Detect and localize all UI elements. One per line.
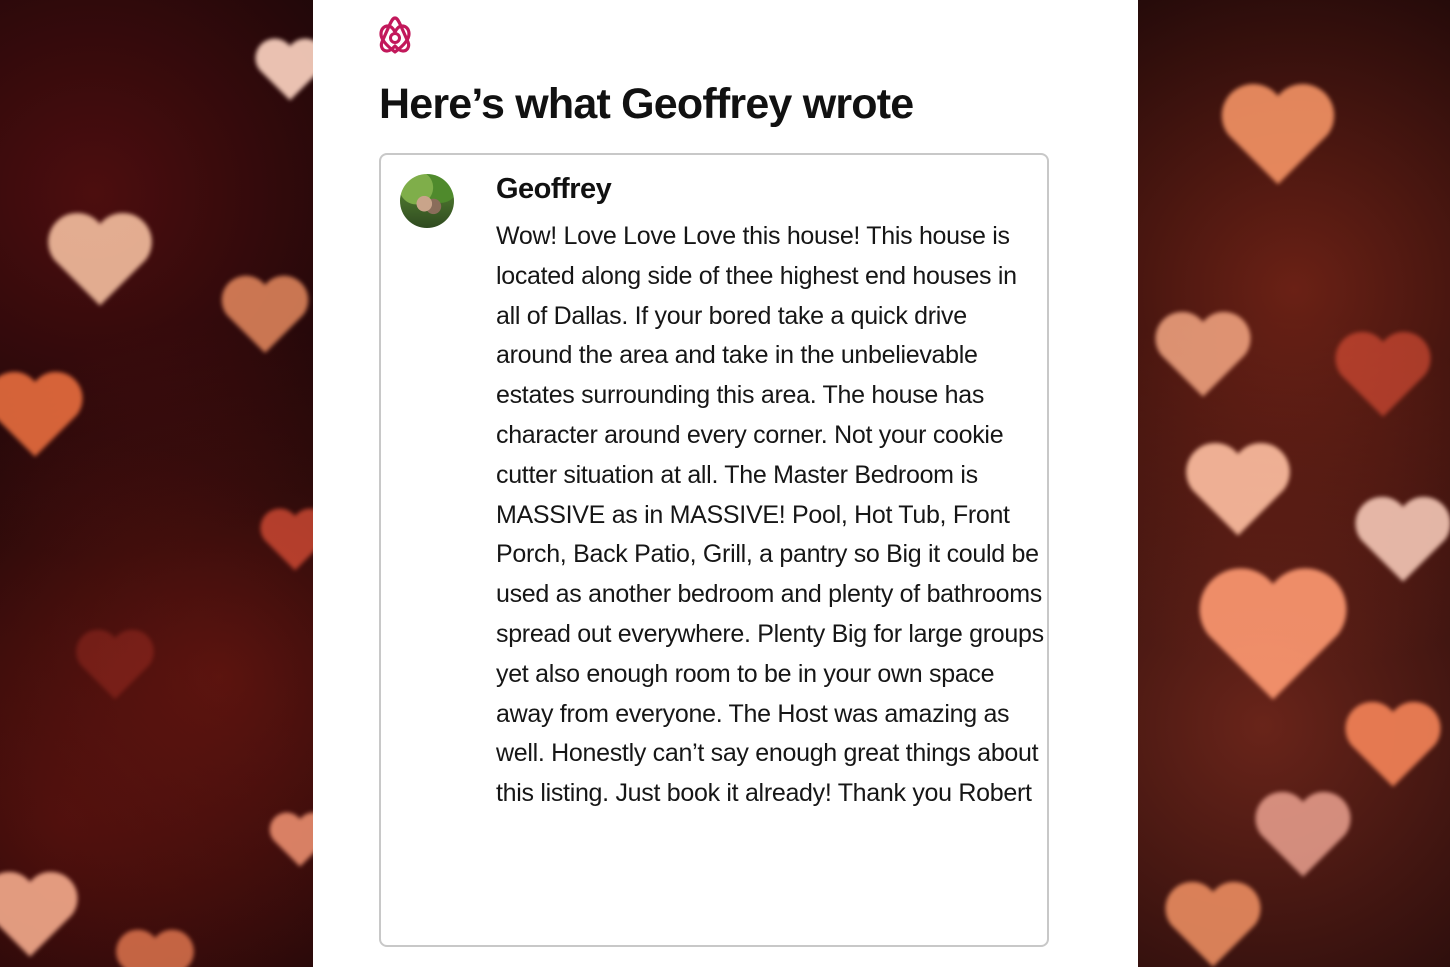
avatar[interactable] (400, 174, 454, 228)
background-hearts-right (1138, 0, 1450, 967)
heart-icon (1348, 480, 1450, 600)
review-box (379, 153, 1049, 947)
heart-icon (0, 860, 85, 967)
heart-icon (0, 360, 90, 470)
heart-icon (110, 920, 200, 967)
review-text: Wow! Love Love Love this house! This house is located along side of thee highest end houses in all of Dallas. If your bored take a quick drive around the area and take in the unbelievable estates surrounding this area. The house has character around every corner. Not your cookie cutter situation at all. The Master Bedroom is MASSIVE as in MASSIVE! Pool, Hot Tub, Front Porch, Back Patio, Grill, a pantry so Big it could be used as another bedroom and plenty of bathrooms spread out everywhere. Plenty Big for large groups yet also enough room to be in your own space away from everyone. The Host was amazing as well. Honestly can’t say enough great things about this listing. Just book it already! Thank you Robert (496, 222, 1044, 808)
heart-icon (255, 480, 313, 600)
heart-icon (1158, 870, 1268, 967)
heart-icon (265, 790, 313, 890)
heart-icon (1188, 550, 1358, 720)
reviewer-name[interactable]: Geoffrey (496, 173, 612, 205)
heart-icon (40, 200, 160, 320)
heart-icon (1148, 300, 1258, 410)
heart-icon (250, 10, 313, 130)
background-hearts-left (0, 0, 313, 967)
heart-icon (215, 265, 313, 365)
review-notification-card (313, 0, 1138, 967)
heart-icon (1213, 70, 1343, 200)
page-title: Here’s what Geoffrey wrote (379, 80, 914, 128)
heart-icon (70, 620, 160, 710)
heart-icon (1328, 320, 1438, 430)
airbnb-logo-icon (377, 14, 413, 56)
heart-icon (1178, 430, 1298, 550)
